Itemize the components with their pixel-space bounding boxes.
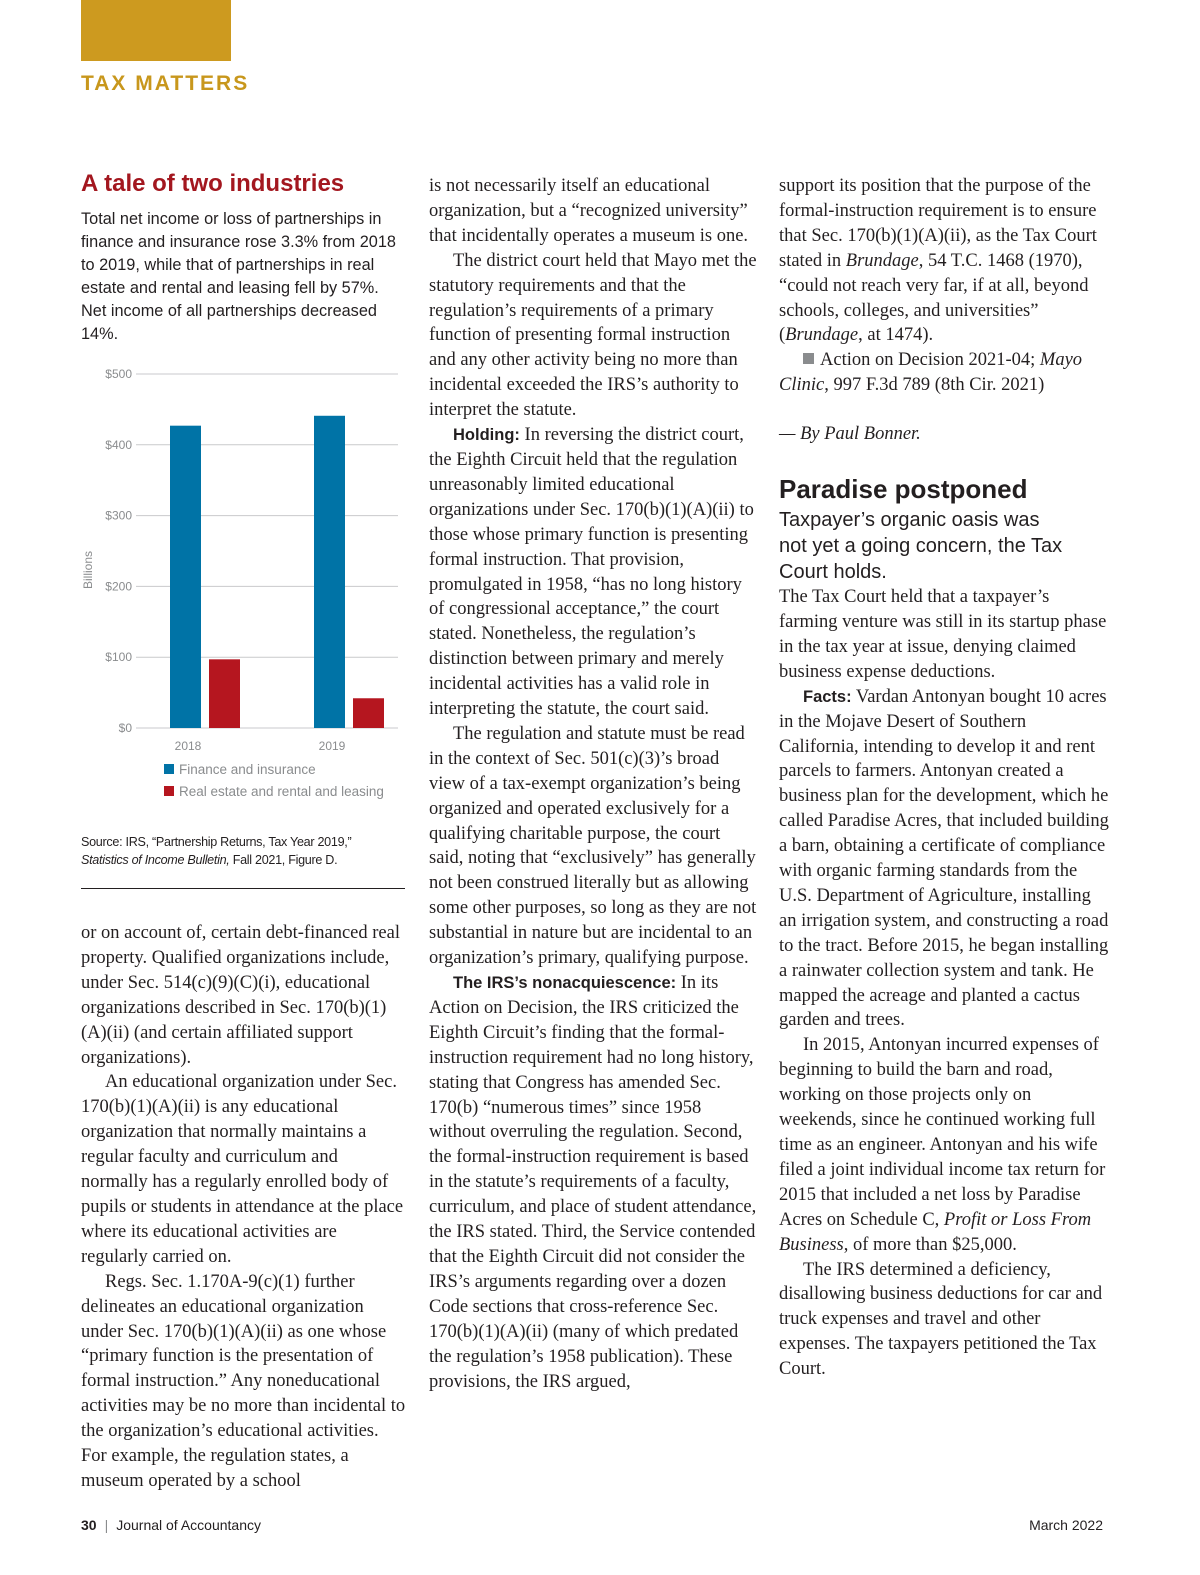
y-tick-label: $300 <box>105 508 132 523</box>
x-tick-label: 2018 <box>174 739 202 753</box>
case-name: Brundage <box>845 250 919 271</box>
section-label: TAX MATTERS <box>81 72 250 95</box>
holding-paragraph <box>429 423 759 722</box>
y-tick-label: $0 <box>118 721 132 735</box>
source-date: Fall 2021, Figure D. <box>229 853 338 867</box>
legend-label: Finance and insurance <box>179 762 316 777</box>
y-tick-label: $100 <box>105 650 132 665</box>
article-column-2 <box>429 174 759 1394</box>
paragraph: The district court held that Mayo met the statutory requirements and that the regulation’s requirements of a primary function of presenting formal instruction and any other activity being no more than incidental exceeded the IRS’s authority to interpret the statute. <box>429 250 757 421</box>
holding-text: In reversing the district court, the Eighth Circuit held that the regulation unreasonably limited educational organizations under Sec. 170(b)(1)(A)(ii) to those whose primary function is presenting formal instruction. That provision, promulgated in 1958, “has no long history of congressional acceptance,” the court stated. Nonetheless, the regulation’s distinction between primary and merely incidental activities has a valid role in interpreting the statute, the court said. <box>429 425 754 720</box>
paragraph: An educational organization under Sec. 170(b)(1)(A)(ii) is any educational organization that normally maintains a regular faculty and curriculum and normally has a regularly enrolled body of pupils or students in attendance at the place where its educational activities are regularly carried on. <box>81 1072 404 1267</box>
text-run: , 997 F.3d 789 (8th Cir. 2021) <box>824 375 1045 396</box>
y-tick-label: $500 <box>105 367 132 381</box>
footer-left <box>81 1517 261 1533</box>
sidebar-title: A tale of two industries <box>81 170 345 197</box>
paragraph: The Tax Court held that a taxpayer’s farming venture was still in its startup phase in the tax year at issue, denying claimed business expense deductions. <box>779 587 1107 682</box>
text-run: In 2015, Antonyan incurred expenses of beginning to build the barn and road, working on those projects only on weekends, since he continued working full time as an engineer. Antonyan and his wife filed a joint individual income tax return for 2015 that included a net loss by Paradise Acres on Schedule C, <box>779 1035 1106 1230</box>
legend-label: Real estate and rental and leasing <box>179 784 384 799</box>
text-run: , 54 T.C. 1468 (1970), “could not reach very far, if at all, beyond schools, colleges, and universities” ( <box>779 250 1089 346</box>
byline <box>779 422 1109 447</box>
article-deck: Taxpayer’s organic oasis was not yet a going concern, the Tax Court holds. <box>779 509 1063 584</box>
case-name: Mayo Clinic <box>779 350 1083 396</box>
y-tick-label: $200 <box>105 579 132 594</box>
bar-finance-and-insurance-2018 <box>170 426 201 728</box>
y-axis-label: Billions <box>81 550 95 590</box>
article-column-3 <box>779 174 1109 1382</box>
paragraph: is not necessarily itself an educational organization, but a “recognized university” that incidentally operates a museum is one. <box>429 176 749 246</box>
bar-chart <box>78 360 398 820</box>
page-number: 30 <box>81 1517 97 1533</box>
byline-text: — By Paul Bonner. <box>779 424 921 445</box>
sidebar-divider <box>81 888 405 889</box>
nonacquiescence-paragraph <box>429 971 759 1394</box>
sidebar-description: Total net income or loss of partnerships in finance and insurance rose 3.3% from 2018 to 2019, while that of partnerships in real estate and rental and leasing fell by 57%. Net income of all partnerships decreased 14%. <box>81 210 396 343</box>
bar-real-estate-and-rental-and-leasing-2019 <box>353 698 384 728</box>
square-bullet-icon <box>803 353 814 364</box>
text-run: support its position that the purpose of the formal-instruction requirement is to ensure that Sec. 170(b)(1)(A)(ii), as the Tax Court stated in <box>779 176 1097 271</box>
legend-swatch <box>164 764 174 774</box>
holding-label: Holding: <box>453 426 520 445</box>
y-tick-label: $400 <box>105 437 132 452</box>
facts-paragraph <box>779 685 1109 1034</box>
text-run: , of more than $25,000. <box>843 1234 1017 1255</box>
paragraph: or on account of, certain debt-financed real property. Qualified organizations include, under Sec. 514(c)(9)(C)(i), educational organizations described in Sec. 170(b)(1)(A)(ii) (and certain affiliated support organizations). <box>81 923 400 1068</box>
case-name: Brundage <box>785 325 859 346</box>
nonacquiescence-label: The IRS’s nonacquiescence: <box>453 974 677 992</box>
paragraph: The IRS determined a deficiency, disallowing business deductions for car and truck expenses and travel and other expenses. The taxpayers petitioned the Tax Court. <box>779 1259 1103 1380</box>
form-title: Profit or Loss From Business <box>779 1209 1092 1255</box>
text-run: Action on Decision 2021-04; <box>820 350 1040 371</box>
footer-separator: | <box>104 1517 109 1533</box>
paragraph <box>779 174 1109 348</box>
legend-swatch <box>164 786 174 796</box>
facts-text: Vardan Antonyan bought 10 acres in the Mojave Desert of Southern California, intending to develop it and rent parcels to farmers. Antonyan created a business plan for the development, which he called Paradise Acres, that included building a barn, obtaining a certificate of compliance with organic farming standards from the U.S. Department of Agriculture, installing an irrigation system, and constructing a road to the tract. Before 2015, he began installing a rainwater collection system and tank. He mapped the acreage and planted a cactus garden and trees. <box>779 686 1109 1031</box>
article-column-1 <box>81 921 407 1494</box>
paragraph <box>779 1033 1109 1257</box>
header-color-bar <box>81 0 231 61</box>
source-line-2 <box>81 851 401 869</box>
issue-date: March 2022 <box>1029 1517 1103 1533</box>
article-title: Paradise postponed <box>779 474 1028 505</box>
citation-paragraph <box>779 348 1109 398</box>
source-publication: Statistics of Income Bulletin, <box>81 853 230 867</box>
facts-label: Facts: <box>803 687 852 706</box>
nonacquiescence-text: In its Action on Decision, the IRS criticized the Eighth Circuit’s finding that the formal-instruction requirement had no long history, stating that Congress has amended Sec. 170(b) “numerous times” since 1958 without overruling the regulation. Second, the formal-instruction requirement is based in the statute’s requirements of a faculty, curriculum, and place of student attendance, the IRS stated. Third, the Service contended that the Eighth Circuit did not consider the IRS’s arguments regarding over a dozen Code sections that cross-reference Sec. 170(b)(1)(A)(ii) (many of which predated the regulation’s 1958 publication). These provisions, the IRS argued, <box>429 973 757 1392</box>
paragraph: Regs. Sec. 1.170A-9(c)(1) further delineates an educational organization under Sec. 170(b)(1)(A)(ii) as one whose “primary function is the presentation of formal instruction.” Any noneducational activities may be no more than incidental to the organization’s educational activities. For example, the regulation states, a museum operated by a school <box>81 1271 406 1491</box>
paragraph: The regulation and statute must be read in the context of Sec. 501(c)(3)’s broad view of a tax-exempt organization’s being organized and operated exclusively for a qualifying charitable purpose, the court said, noting that “exclusively” has generally not been construed literally but as allowing some other purposes, so long as they are not substantial in nature but are incidental to an organization’s primary, qualifying purpose. <box>429 723 757 969</box>
source-line: Source: IRS, “Partnership Returns, Tax Year 2019,” <box>81 835 352 849</box>
chart-source <box>81 833 401 869</box>
bar-finance-and-insurance-2019 <box>314 416 345 728</box>
bar-real-estate-and-rental-and-leasing-2018 <box>209 659 240 728</box>
x-tick-label: 2019 <box>318 739 346 753</box>
journal-name: Journal of Accountancy <box>116 1517 261 1533</box>
text-run: , at 1474). <box>858 325 934 346</box>
